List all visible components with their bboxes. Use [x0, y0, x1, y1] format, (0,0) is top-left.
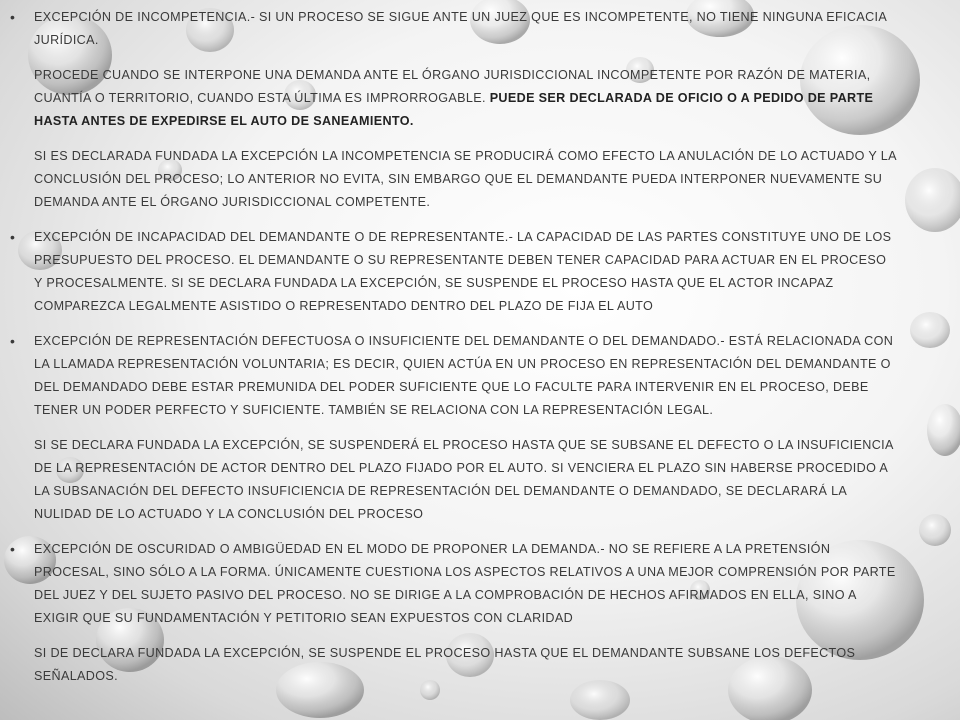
bullet-icon: •: [10, 229, 15, 245]
bullet-item-representacion: [8, 330, 898, 526]
paragraph: EXCEPCIÓN DE INCOMPETENCIA.- SI UN PROCESO SE SIGUE ANTE UN JUEZ QUE ES INCOMPETENTE, NO TIENE NINGUNA EFICACIA JURÍDICA.: [34, 10, 887, 47]
paragraph: SI SE DECLARA FUNDADA LA EXCEPCIÓN, SE SUSPENDERÁ EL PROCESO HASTA QUE SE SUBSANE EL DEFECTO O LA INSUFICIENCIA DE LA REPRESENTACIÓN DE ACTOR DENTRO DEL PLAZO FIJADO POR EL AUTO. SI VENCIERA EL PLAZO SIN HABERSE PROCEDIDO A LA SUBSANACIÓN DEL DEFECTO INSUFICIENCIA DE REPRESENTACIÓN DEL DEMANDANTE O DEMANDADO, SE DECLARARÁ LA NULIDAD DE LO ACTUADO Y LA CONCLUSIÓN DEL PROCESO: [34, 438, 894, 521]
paragraph: [34, 64, 898, 133]
slide-content: [8, 6, 898, 700]
paragraph: SI DE DECLARA FUNDADA LA EXCEPCIÓN, SE SUSPENDE EL PROCESO HASTA QUE EL DEMANDANTE SUBSANE LOS DEFECTOS SEÑALADOS.: [34, 646, 856, 683]
bullet-icon: •: [10, 541, 15, 557]
paragraph: EXCEPCIÓN DE OSCURIDAD O AMBIGÜEDAD EN EL MODO DE PROPONER LA DEMANDA.- NO SE REFIERE A LA PRETENSIÓN PROCESAL, SINO SÓLO A LA FORMA. ÚNICAMENTE CUESTIONA LOS ASPECTOS RELATIVOS A UNA MEJOR COMPRENSIÓN POR PARTE DEL JUEZ Y DEL SUJETO PASIVO DEL PROCESO. NO SE DIRIGE A LA COMPROBACIÓN DE HECHOS AFIRMADOS EN ELLA, SINO A EXIGIR QUE SU FUNDAMENTACIÓN Y PETITORIO SEAN EXPUESTOS CON CLARIDAD: [34, 542, 896, 625]
bullet-icon: •: [10, 9, 15, 25]
bullet-icon: •: [10, 333, 15, 349]
bullet-item-oscuridad: [8, 538, 898, 688]
bullet-item-incapacidad: [8, 226, 898, 318]
bullet-item-incompetencia: [8, 6, 898, 214]
paragraph: EXCEPCIÓN DE REPRESENTACIÓN DEFECTUOSA O INSUFICIENTE DEL DEMANDANTE O DEL DEMANDADO.- ESTÁ RELACIONADA CON LA LLAMADA REPRESENTACIÓN VOLUNTARIA; ES DECIR, QUIEN ACTÚA EN UN PROCESO EN REPRESENTACIÓN DEL DEMANDANTE O DEL DEMANDADO DEBE ESTAR PREMUNIDA DEL PODER SUFICIENTE QUE LO FACULTE PARA INTERVENIR EN EL PROCESO, DEBE TENER UN PODER PERFECTO Y SUFICIENTE. TAMBIÉN SE RELACIONA CON LA REPRESENTACIÓN LEGAL.: [34, 334, 894, 417]
paragraph: SI ES DECLARADA FUNDADA LA EXCEPCIÓN LA INCOMPETENCIA SE PRODUCIRÁ COMO EFECTO LA ANULACIÓN DE LO ACTUADO Y LA CONCLUSIÓN DEL PROCESO; LO ANTERIOR NO EVITA, SIN EMBARGO QUE EL DEMANDANTE PUEDA INTERPONER NUEVAMENTE SU DEMANDA ANTE EL ÓRGANO JURISDICCIONAL COMPETENTE.: [34, 149, 897, 209]
paragraph-text: PROCEDE CUANDO SE INTERPONE UNA DEMANDA ANTE EL ÓRGANO JURISDICCIONAL INCOMPETENTE POR RAZÓN DE MATERIA, CUANTÍA O TERRITORIO, CUANDO ESTA ÚLTIMA ES IMPRORROGABLE.: [34, 68, 871, 105]
paragraph-bold-text: PUEDE SER DECLARADA DE OFICIO O A PEDIDO DE PARTE HASTA ANTES DE EXPEDIRSE EL AUTO DE SANEAMIENTO.: [34, 91, 874, 128]
paragraph: EXCEPCIÓN DE INCAPACIDAD DEL DEMANDANTE O DE REPRESENTANTE.- LA CAPACIDAD DE LAS PARTES CONSTITUYE UNO DE LOS PRESUPUESTO DEL PROCESO. EL DEMANDANTE O SU REPRESENTANTE DEBEN TENER CAPACIDAD PARA ACTUAR EN EL PROCESO Y PROCESALMENTE. SI SE DECLARA FUNDADA LA EXCEPCIÓN, SE SUSPENDE EL PROCESO HASTA QUE EL ACTOR INCAPAZ COMPAREZCA LEGALMENTE ASISTIDO O REPRESENTADO DENTRO DEL PLAZO DE FIJA EL AUTO: [34, 230, 892, 313]
